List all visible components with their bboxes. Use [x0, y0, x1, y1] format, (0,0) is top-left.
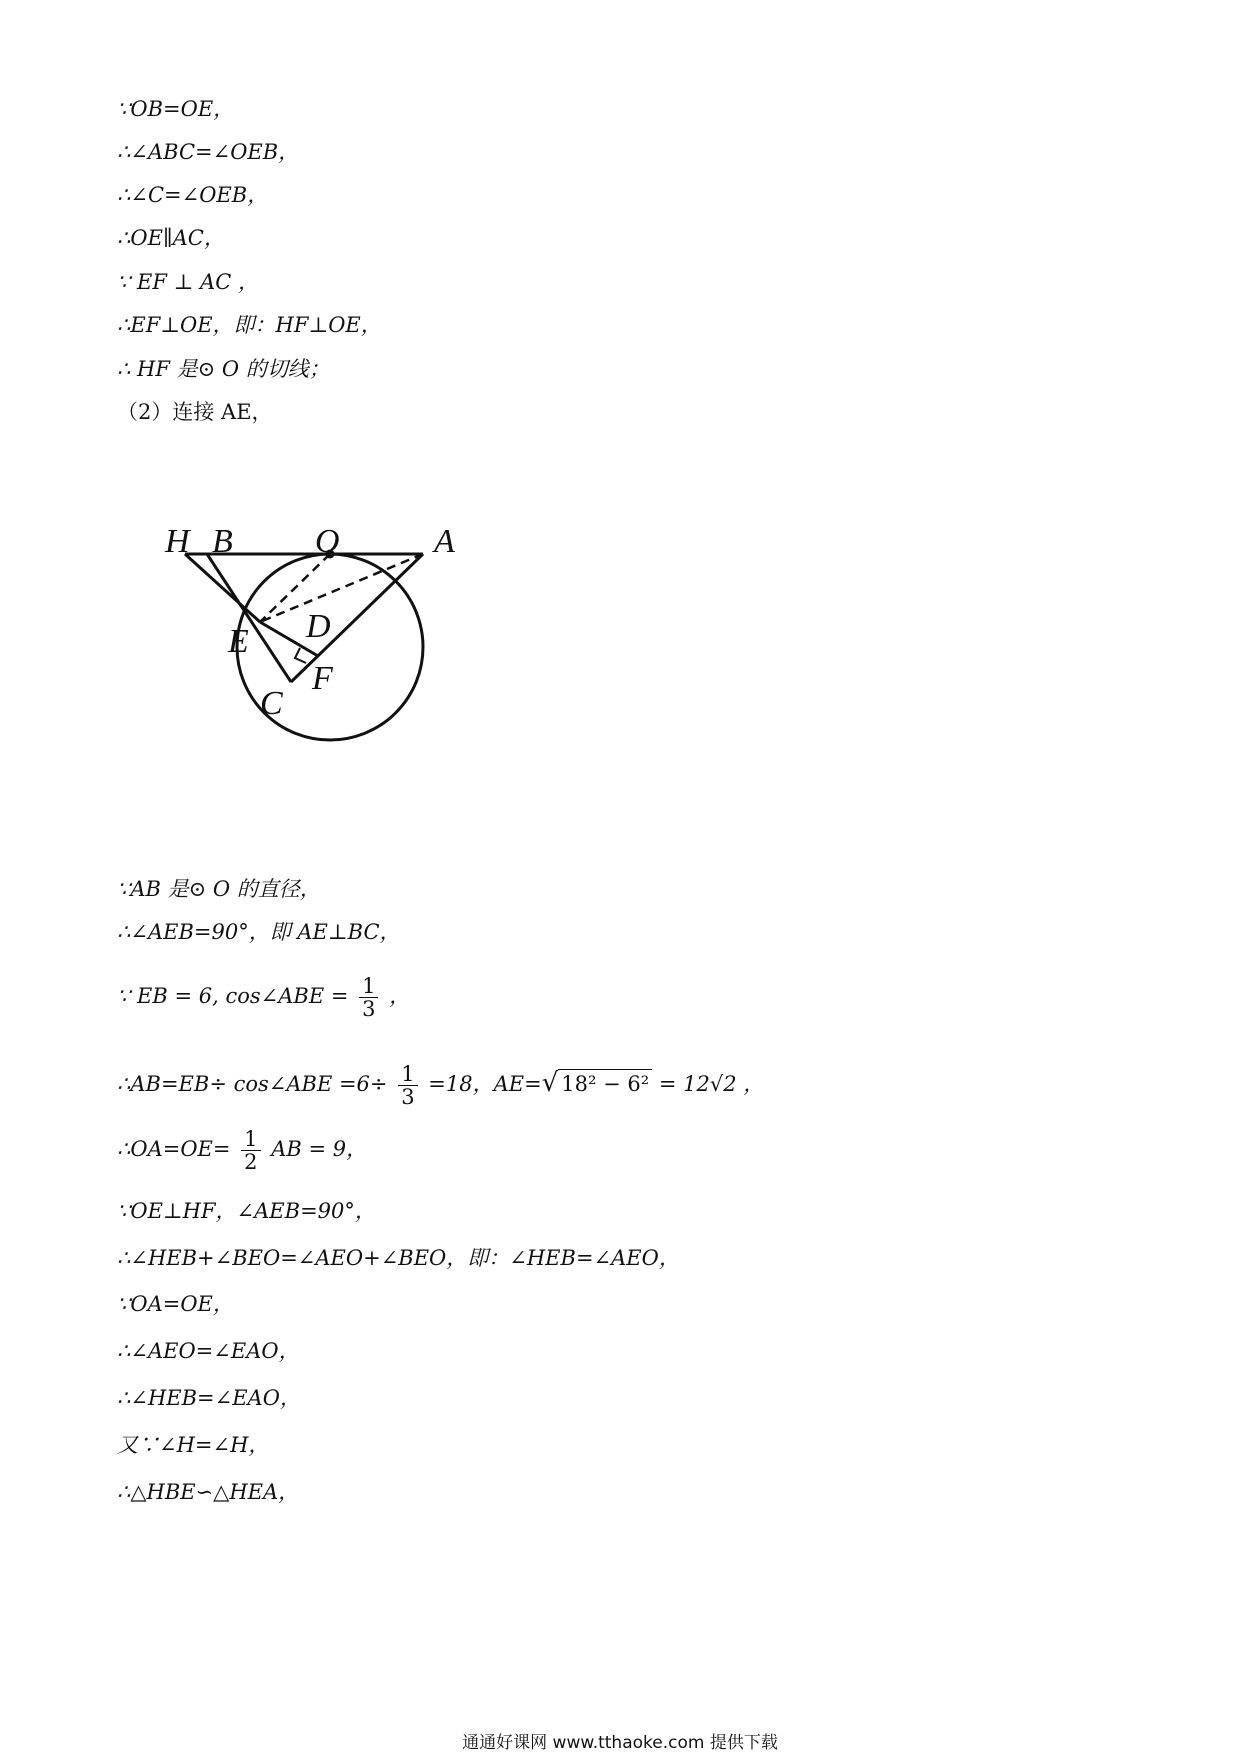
line-11-post: ， — [389, 984, 411, 1008]
line-13-post: AB = 9， — [271, 1137, 368, 1161]
fraction-denominator: 3 — [362, 997, 376, 1021]
line-14: ∵OE⊥HF，∠AEB=90°， — [117, 1199, 376, 1223]
line-4: ∴OE∥AC， — [117, 226, 225, 250]
label-o: O — [315, 523, 340, 560]
line-15: ∴∠HEB+∠BEO=∠AEO+∠BEO，即：∠HEB=∠AEO， — [117, 1246, 680, 1270]
right-angle-mark — [295, 648, 306, 663]
line-6: ∴EF⊥OE，即：HF⊥OE， — [117, 313, 382, 337]
page-footer: 通通好课网 www.tthaoke.com 提供下载 — [462, 1733, 778, 1753]
radicand: 18² − 6² — [558, 1069, 652, 1098]
fraction-numerator: 1 — [359, 975, 378, 998]
label-d: D — [306, 608, 331, 645]
line-1: ∵OB=OE， — [117, 97, 235, 121]
label-b: B — [212, 523, 233, 560]
line-13-pre: ∴OA=OE= — [117, 1137, 231, 1161]
line-12-post: = 12√2 ， — [658, 1072, 765, 1096]
line-17: ∴∠AEO=∠EAO， — [117, 1339, 300, 1363]
line-9: ∵AB 是⊙ O 的直径， — [117, 877, 321, 901]
line-12-mid: =18，AE= — [428, 1072, 542, 1096]
label-h: H — [165, 523, 190, 560]
segment-bc — [207, 554, 291, 682]
fraction-denominator: 2 — [244, 1150, 258, 1174]
label-f: F — [312, 660, 333, 697]
fraction-one-half — [241, 1128, 260, 1173]
fraction-denominator: 3 — [401, 1085, 415, 1109]
segment-he — [185, 554, 260, 622]
line-12-pre: ∴AB=EB÷ cos∠ABE =6÷ — [117, 1072, 388, 1096]
label-c: C — [260, 685, 283, 722]
fraction-one-third — [359, 975, 378, 1020]
line-12 — [117, 1063, 764, 1108]
segment-ae — [260, 554, 423, 622]
line-16: ∵OA=OE， — [117, 1292, 234, 1316]
line-2: ∴∠ABC=∠OEB， — [117, 140, 300, 164]
line-18: ∴∠HEB=∠EAO， — [117, 1386, 301, 1410]
line-11-pre: ∵ EB = 6, cos∠ABE = — [117, 984, 356, 1008]
line-5: ∵ EF ⊥ AC ， — [117, 270, 259, 294]
label-a: A — [434, 523, 455, 560]
line-13 — [117, 1128, 367, 1173]
line-3: ∴∠C=∠OEB， — [117, 183, 269, 207]
geometry-figure — [150, 505, 490, 805]
line-20: ∴△HBE∽△HEA， — [117, 1480, 300, 1504]
line-8: （2）连接 AE， — [117, 400, 273, 424]
line-7: ∴ HF 是⊙ O 的切线； — [117, 357, 330, 381]
line-10: ∴∠AEB=90°，即 AE⊥BC， — [117, 920, 401, 944]
line-19: 又∵∠H=∠H， — [117, 1433, 270, 1457]
label-e: E — [228, 623, 249, 660]
fraction-numerator: 1 — [398, 1063, 417, 1086]
line-11 — [117, 975, 410, 1020]
fraction-numerator: 1 — [241, 1128, 260, 1151]
radical-sign: √ — [541, 1068, 559, 1098]
fraction-one-third-2 — [398, 1063, 417, 1108]
